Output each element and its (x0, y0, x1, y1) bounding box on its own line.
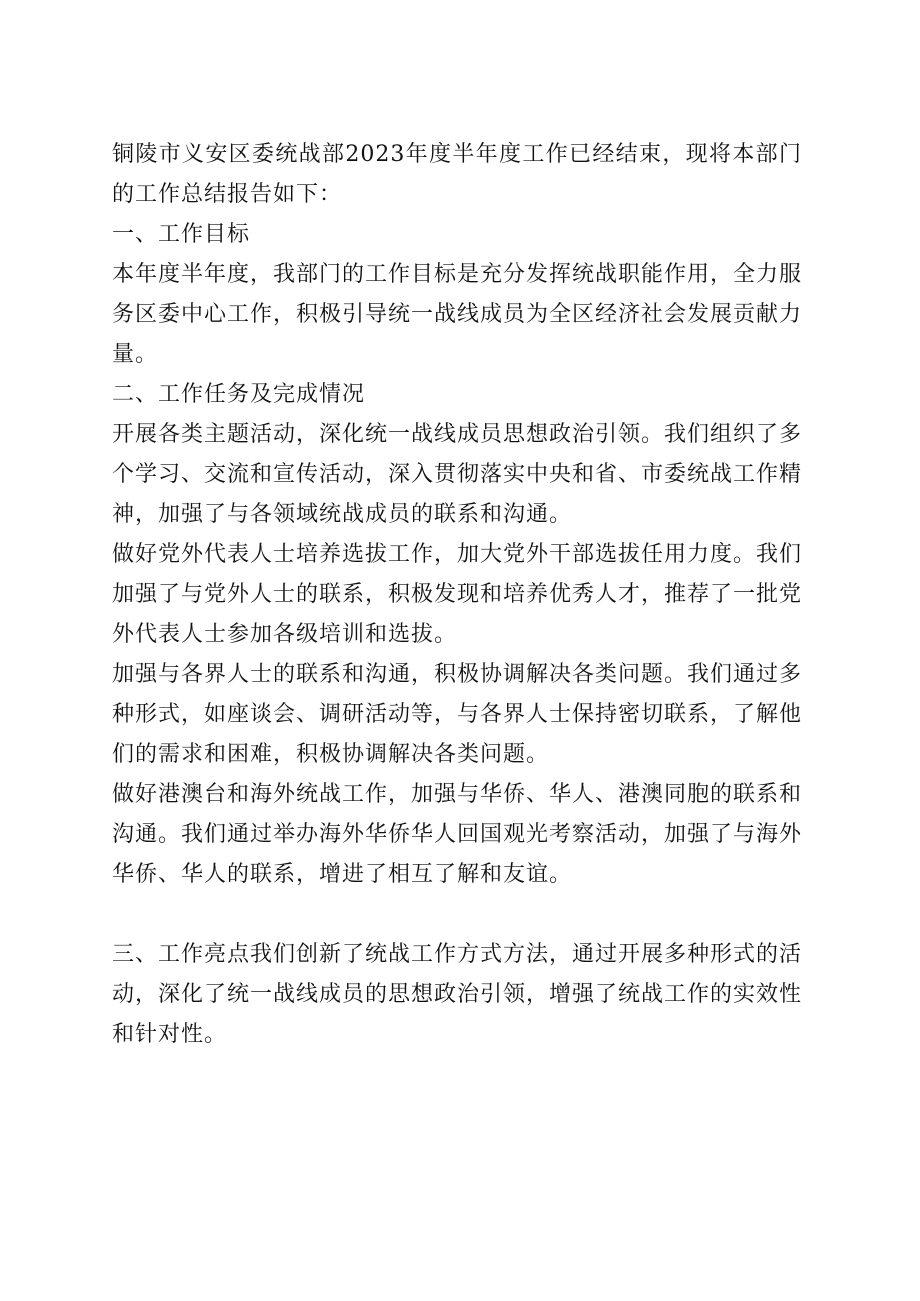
section-1-heading: 一、工作目标 (112, 222, 251, 247)
section-3-paragraph: 三、工作亮点我们创新了统战工作方式方法，通过开展多种形式的活动，深化了统一战线成员的思想政治引领，增强了统战工作的实效性和针对性。 (112, 942, 803, 1047)
section-2-heading: 二、工作任务及完成情况 (112, 382, 366, 407)
document-body (112, 135, 802, 1055)
intro-paragraph: 铜陵市义安区委统战部2023年度半年度工作已经结束，现将本部门的工作总结报告如下： (112, 142, 802, 207)
section-2-paragraph-1: 开展各类主题活动，深化统一战线成员思想政治引领。我们组织了多个学习、交流和宣传活动，深入贯彻落实中央和省、市委统战工作精神，加强了与各领域统战成员的联系和沟通。 (112, 422, 803, 527)
section-2-paragraph-2: 做好党外代表人士培养选拔工作，加大党外干部选拔任用力度。我们加强了与党外人士的联系，积极发现和培养优秀人才，推荐了一批党外代表人士参加各级培训和选拔。 (112, 542, 803, 647)
section-1-paragraph: 本年度半年度，我部门的工作目标是充分发挥统战职能作用，全力服务区委中心工作，积极引导统一战线成员为全区经济社会发展贡献力量。 (112, 262, 803, 367)
paragraph-spacer (112, 895, 802, 935)
section-2-paragraph-3: 加强与各界人士的联系和沟通，积极协调解决各类问题。我们通过多种形式，如座谈会、调研活动等，与各界人士保持密切联系，了解他们的需求和困难，积极协调解决各类问题。 (112, 662, 803, 767)
section-2-paragraph-4: 做好港澳台和海外统战工作，加强与华侨、华人、港澳同胞的联系和沟通。我们通过举办海外华侨华人回国观光考察活动，加强了与海外华侨、华人的联系，增进了相互了解和友谊。 (112, 782, 803, 887)
